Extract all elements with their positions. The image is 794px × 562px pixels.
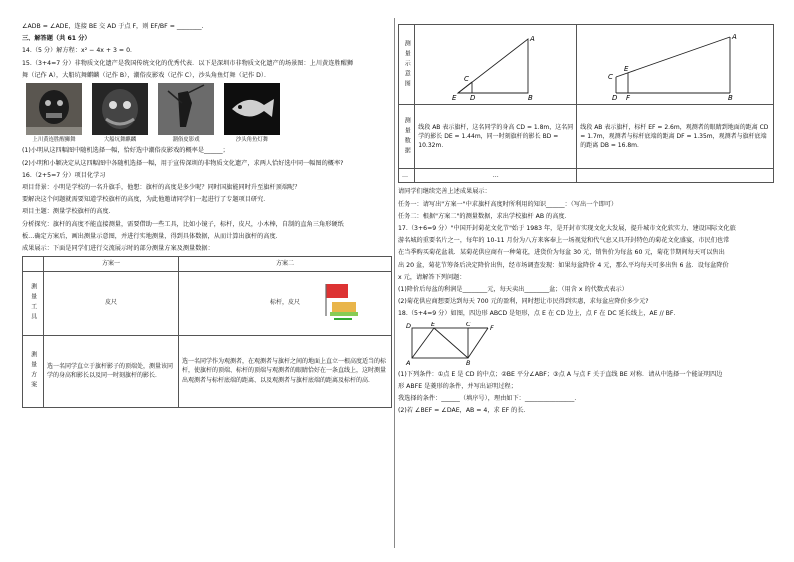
section-heading: 三、解答题（共 61 分）	[22, 35, 91, 43]
q18-rectangle-figure	[404, 322, 504, 368]
plan1-tools: 皮尺	[44, 271, 179, 335]
plan2-data: 线段 AB 表示旗杆，标杆 EF = 2.6m，观测者的眼睛到地面的距离 CD = 1.7m，观测者与标杆底端的距离 DF = 1.35m，观测者与旗杆底端的距离 DB = 16.8m．	[577, 105, 774, 169]
fig-label-D: D	[406, 321, 412, 330]
plan-table	[22, 256, 392, 407]
photo-caption: 沙头角鱼灯舞	[235, 137, 269, 144]
q16-heading: 16.（2+5=7 分）项目化学习	[22, 171, 106, 179]
label-E: E	[452, 93, 457, 101]
label-B: B	[728, 93, 734, 101]
q14: 14.（5 分）解方程：x² − 4x + 3 = 0．	[22, 47, 137, 55]
q15-line2: 舞（记作 A），大船坑舞麒麟（记作 B），潮俗皮影戏（记作 C），沙头角鱼灯舞（记作 D）．	[22, 71, 271, 79]
q16-theme: 项目主题：测量学校旗杆的高度．	[22, 208, 115, 216]
q18-part2: (2)若 ∠BEF = ∠DAE，AB = 4，求 EF 的长．	[398, 407, 530, 415]
plan2-diagram	[577, 25, 774, 105]
plan1-method: 选一名同学直立于旗杆影子的顶端处，测量该同学的身高和影长以及同一时刻旗杆的影长．	[44, 335, 179, 407]
label-F: F	[626, 93, 631, 101]
q16-analysis-2: 板…确定方案后，画出测量示意图，并进行实地测量，得到具体数据，从而计算出旗杆的高度．	[22, 232, 282, 240]
q18-choice: 我选择的条件：______（填序号），理由如下：________________．	[398, 394, 581, 402]
label-E: E	[624, 64, 629, 73]
q17-line4: 出 20 盆，菊花节筹备后决定降价出售，经市场调查发现：如果每盆降价 4 元，那么平均每天可多出售 6 盆．设每盆降价	[398, 261, 729, 269]
tools-label: 测量工具	[23, 271, 44, 335]
fig-label-E: E	[431, 321, 436, 328]
q16-background-2: 要解决这个问题就需要知道学校旗杆的高度，为此他邀请同学们一起进行了专题项目研究．	[22, 196, 270, 204]
school-flag-illustration	[322, 280, 362, 322]
task-one: 任务一：请写出"方案一"中求旗杆高度时所利用的知识______：（写出一个即可）	[398, 200, 618, 208]
q18-heading: 18.（5+4=9 分）如图，四边形 ABCD 是矩形，点 E 在 CD 边上，点 F 在 DC 延长线上，AE // BF．	[398, 310, 680, 318]
label-C: C	[608, 72, 614, 81]
data-label: 测量数据	[399, 105, 415, 169]
plan2-header: 方案二	[179, 257, 392, 271]
label-C: C	[464, 74, 470, 83]
plan-label: 测量方案	[23, 335, 44, 407]
left-column	[22, 22, 392, 408]
q16-analysis-1: 分析探究：旗杆的高度不能直接测量，需要借助一些工具，比如小镜子，标杆，皮尺，小木棒，自制的直角三角形硬纸	[22, 220, 344, 228]
diagram-label: 测量示意图	[399, 25, 415, 105]
photo-caption: 潮俗皮影戏	[172, 137, 200, 144]
continue-note: 请同学们继续完善上述成果展示：	[398, 188, 491, 196]
q17-part2: (2)菊花供应商想要达到每天 700 元的盈利，同时想让市民得到实惠，求每盆应降价多少元?	[398, 298, 649, 306]
photo-row	[26, 83, 392, 144]
ellipsis-cell: …	[399, 169, 415, 183]
label-A: A	[530, 34, 536, 43]
plan2-method: 选一名同学作为观测者，在观测者与旗杆之间的地面上直立一根高度适当的标杆，使旗杆的顶端、标杆的顶端与观测者的眼睛恰好在一条直线上，这时测量出观测者与标杆底端的距离、以及观测者与旗杆底端的距离及标杆的高．	[179, 335, 392, 407]
q18-part1b: 形 ABFE 是菱形的条件，并写出证明过程；	[398, 382, 517, 390]
ellipsis-cell-2: …	[415, 169, 577, 183]
label-D: D	[470, 93, 476, 101]
plan2-tools: 标杆，皮尺	[179, 271, 392, 335]
q15-part1: (1)小明从这四幅图中随机选择一幅，恰好选中潮俗皮影戏的概率是______；	[22, 147, 229, 155]
fig-label-F: F	[490, 323, 494, 332]
q17-line2: 游名城的重要名片之一，每年的 10-11 月份为八方来客奉上一场视觉和代气息又具开封特色的菊花文化盛宴，市民们也常	[398, 237, 730, 245]
fig-label-B: B	[466, 358, 471, 367]
q17-part1: (1)降价后每盆的利润是________元，每天卖出________盆；（用含 x 的代数式表示）	[398, 285, 628, 293]
q17-line1: 17.（3+6=9 分）"中国开封菊花文化节"始于 1983 年，是开封市实现文化大发展，提升城市文化软实力、建设国际文化旅	[398, 224, 736, 232]
plan-table-continued	[398, 24, 774, 183]
q15-line1: 15.（3+4=7 分）非物质文化遗产是我国传统文化的优秀代表．以下是深圳市非物质文化遗产的场景图：上川黄连胜醒狮	[22, 59, 353, 67]
column-divider	[394, 18, 395, 548]
q17-line3: 在当季购买菊花盆栽．某菊花供应商有一种菊花，进货价为每盆 30 元，销售价为每盆 60 元，菊花节期间每天可以售出	[398, 249, 725, 257]
plan1-header: 方案一	[44, 257, 179, 271]
plan1-diagram	[415, 25, 577, 105]
label-B: B	[528, 93, 534, 101]
q16-results: 成果展示：下面是同学们进行交流展示时的部分测量方案及测量数据：	[22, 245, 214, 253]
photo-caption: 上川黄连胜醒狮舞	[32, 137, 76, 144]
fig-label-C: C	[466, 321, 471, 328]
q17-line5: x 元，请解答下列问题：	[398, 273, 466, 281]
photo-caption: 大船坑舞麒麟	[103, 137, 137, 144]
label-A: A	[732, 32, 738, 41]
plan1-triangle-figure	[418, 29, 573, 101]
label-D: D	[612, 93, 618, 101]
sight-line	[616, 37, 730, 77]
task-two: 任务二：根据"方案二"的测量数据，求出学校旗杆 AB 的高度．	[398, 212, 571, 220]
q15-part2: (2)小明和小颖决定从这四幅图中各随机选择一幅，用于宣传深圳的非物质文化遗产，求两人恰好选中同一幅图的概率?	[22, 159, 344, 167]
photo-fish-lantern	[224, 83, 280, 144]
right-column	[398, 24, 770, 418]
photo-qilin-dance	[92, 83, 148, 144]
fig-label-A: A	[406, 358, 411, 367]
q13-tail: ∠ADB = ∠ADE，连接 BE 交 AD 于点 F，则 EF/BF = ________.	[22, 23, 204, 30]
q16-background-1: 项目背景：小明是学校的一名升旗手，他想：旗杆的高度是多少呢？同时国旗能同时升至旗杆顶端呢？	[22, 184, 301, 191]
photo-lion-dance	[26, 83, 82, 144]
photo-shadow-puppet	[158, 83, 214, 144]
plan1-data: 线段 AB 表示旗杆，这名同学的身高 CD = 1.8m，这名同学的影长 DE = 1.44m，同一时刻旗杆的影长 BD = 10.32m．	[415, 105, 577, 169]
q18-part1a: (1)下列条件：①点 E 是 CD 的中点；②BE 平分∠ABF；③点 A 与点 F 关于直线 BE 对称．请从中选择一个能证明四边	[398, 370, 723, 378]
plan2-triangle-figure	[580, 29, 770, 101]
